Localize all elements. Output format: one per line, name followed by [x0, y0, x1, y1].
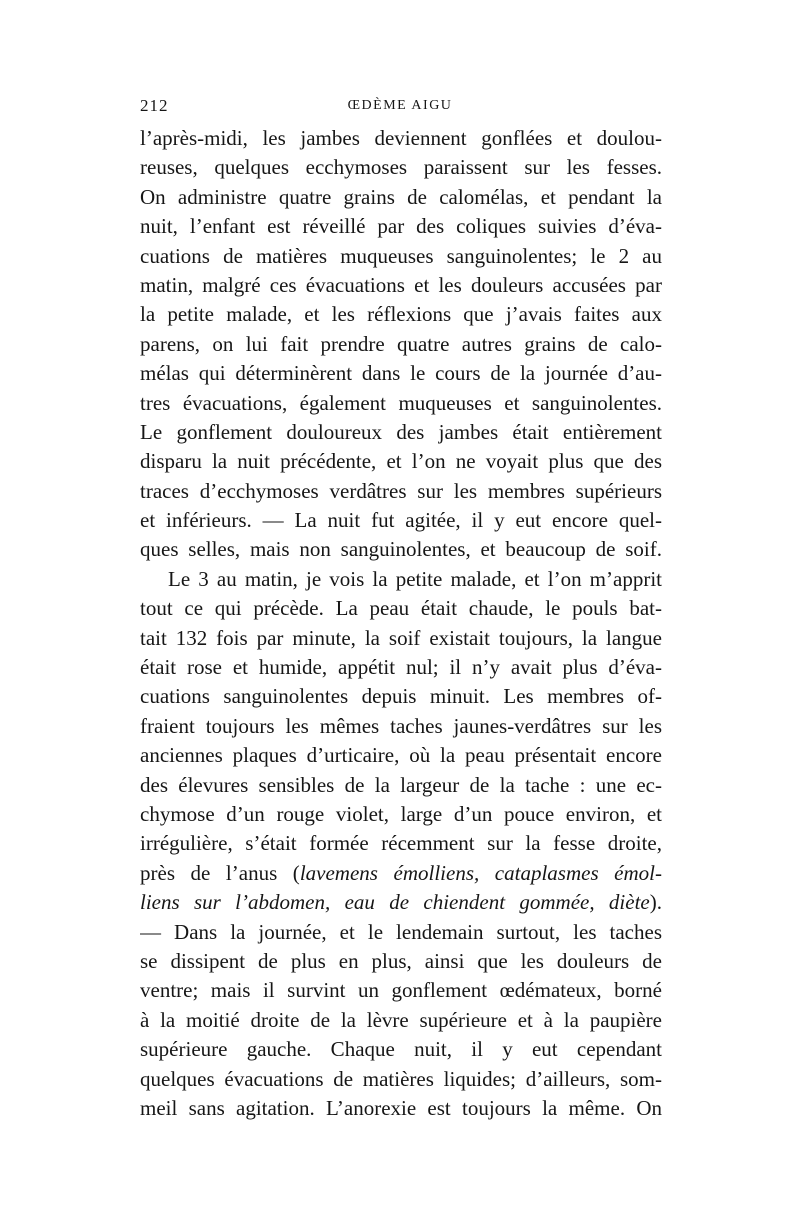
page-header	[140, 96, 660, 122]
line-text: cuations sanguinolentes depuis minuit. Les membres of-	[140, 684, 662, 709]
line-text: matin, malgré ces évacuations et les douleurs accusées par	[140, 272, 662, 297]
body-text	[140, 124, 662, 1123]
line-text: chymose d’un rouge violet, large d’un pouce environ, et	[140, 801, 662, 826]
text-line	[140, 800, 662, 829]
line-text: des élevures sensibles de la largeur de la tache : une ec-	[140, 772, 662, 797]
line-text: se dissipent de plus en plus, ainsi que les douleurs de	[140, 948, 662, 973]
text-line	[140, 947, 662, 976]
page-number: 212	[140, 96, 169, 115]
running-title: ŒDÈME AIGU	[347, 98, 453, 113]
line-text: parens, on lui fait prendre quatre autres grains de calo-	[140, 331, 662, 356]
text-line	[140, 330, 662, 359]
line-text: irrégulière, s’était formée récemment sur la fesse droite,	[140, 831, 662, 856]
line-text: meil sans agitation. L’anorexie est toujours la même. On	[140, 1095, 662, 1120]
text-line	[140, 447, 662, 476]
text-line	[140, 124, 662, 153]
line-text: ).	[649, 890, 662, 915]
text-line	[140, 1094, 662, 1123]
text-line	[140, 506, 662, 535]
text-line	[140, 183, 662, 212]
text-line	[140, 1065, 662, 1094]
text-line	[140, 976, 662, 1005]
line-text: traces d’ecchymoses verdâtres sur les membres supérieurs	[140, 478, 662, 503]
text-line	[140, 300, 662, 329]
text-line	[140, 389, 662, 418]
line-text: reuses, quelques ecchymoses paraissent sur les fesses.	[140, 155, 662, 180]
line-text: disparu la nuit précédente, et l’on ne voyait plus que des	[140, 449, 662, 474]
line-text: — Dans la journée, et le lendemain surtout, les taches	[140, 919, 662, 944]
text-line	[140, 271, 662, 300]
line-text: et inférieurs. — La nuit fut agitée, il y eut encore quel-	[140, 508, 662, 533]
text-line	[140, 153, 662, 182]
line-text: tait 132 fois par minute, la soif existait toujours, la langue	[140, 625, 662, 650]
text-line	[140, 565, 662, 594]
line-text: quelques évacuations de matières liquides; d’ailleurs, som-	[140, 1066, 662, 1091]
line-text: Le 3 au matin, je vois la petite malade, et l’on m’apprit	[168, 566, 662, 591]
text-line	[140, 712, 662, 741]
line-text: tres évacuations, également muqueuses et sanguinolentes.	[140, 390, 662, 415]
text-line	[140, 859, 662, 888]
line-text: supérieure gauche. Chaque nuit, il y eut cependant	[140, 1037, 662, 1062]
text-line	[140, 477, 662, 506]
line-text: mélas qui déterminèrent dans le cours de la journée d’au-	[140, 361, 662, 386]
text-line	[140, 771, 662, 800]
text-line	[140, 212, 662, 241]
text-line	[140, 1006, 662, 1035]
text-line	[140, 829, 662, 858]
text-line	[140, 741, 662, 770]
line-text: anciennes plaques d’urticaire, où la peau présentait encore	[140, 743, 662, 768]
line-text: On administre quatre grains de calomélas, et pendant la	[140, 184, 662, 209]
italic-prescription: lavemens émolliens, cataplasmes émol-	[299, 860, 662, 885]
line-text: cuations de matières muqueuses sanguinolentes; le 2 au	[140, 243, 662, 268]
text-line	[140, 624, 662, 653]
italic-prescription: liens sur l’abdomen, eau de chiendent gommée, diète	[140, 890, 650, 915]
line-text: ventre; mais il survint un gonflement œdémateux, borné	[140, 978, 662, 1003]
text-line	[140, 359, 662, 388]
text-line	[140, 242, 662, 271]
text-line	[140, 682, 662, 711]
line-text: à la moitié droite de la lèvre supérieure et à la paupière	[140, 1007, 662, 1032]
line-text: tout ce qui précède. La peau était chaude, le pouls bat-	[140, 596, 662, 621]
line-text: l’après-midi, les jambes deviennent gonflées et doulou-	[140, 126, 662, 150]
line-text: nuit, l’enfant est réveillé par des coliques suivies d’éva-	[140, 214, 662, 239]
text-line	[140, 888, 662, 917]
line-text: fraient toujours les mêmes taches jaunes-verdâtres sur les	[140, 713, 662, 738]
text-line	[140, 535, 662, 564]
line-text: près de l’anus (	[140, 860, 300, 885]
line-text: la petite malade, et les réflexions que j’avais faites aux	[140, 302, 662, 327]
text-line	[140, 594, 662, 623]
text-line	[140, 918, 662, 947]
line-text: ques selles, mais non sanguinolentes, et beaucoup de soif.	[140, 537, 662, 562]
text-line	[140, 418, 662, 447]
text-line	[140, 1035, 662, 1064]
line-text: Le gonflement douloureux des jambes était entièrement	[140, 419, 662, 444]
text-line	[140, 653, 662, 682]
line-text: était rose et humide, appétit nul; il n’y avait plus d’éva-	[140, 655, 662, 680]
